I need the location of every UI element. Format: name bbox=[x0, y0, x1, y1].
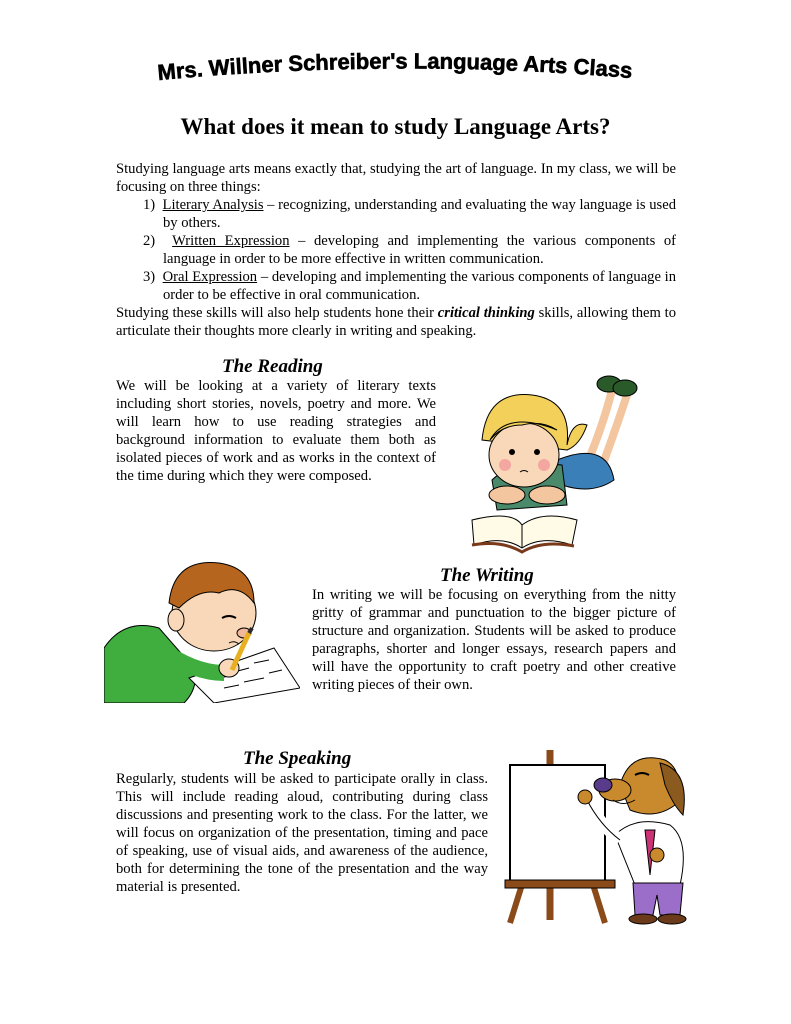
critical-thinking-emphasis: critical thinking bbox=[437, 305, 535, 321]
closing-text-after: skills, allowing them to articulate their thoughts more clearly in writing and speaking. bbox=[116, 305, 677, 339]
speaking-paragraph: Regularly, students will be asked to participate orally in class. This will include reading aloud, contributing during class discussions and presenting work to the class. For the latter, we will focus on organization of the presentation, timing and pace of speaking, use of visual aids, and awareness of the audience, both for determining the tone of the presentation and the way material is presented. bbox=[116, 771, 488, 895]
banner-title: Mrs. Willner Schreiber's Language Arts Class bbox=[156, 48, 634, 86]
intro-closing bbox=[116, 304, 676, 340]
list-item bbox=[143, 268, 677, 304]
list-item-number: 1) bbox=[143, 197, 156, 213]
writing-heading: The Writing bbox=[440, 565, 534, 586]
reading-paragraph: We will be looking at a variety of literary texts including short stories, novels, poetry and more. We will learn how to use reading strategies and background information to evaluate them both as isolated pieces of work and as works in the context of the time during which they were composed. bbox=[116, 378, 436, 484]
list-item-description: – developing and implementing the various components of language in order to be effective in oral communication. bbox=[163, 269, 677, 303]
girl-reading-illustration bbox=[462, 370, 642, 555]
focus-list bbox=[116, 196, 676, 304]
banner-heading bbox=[150, 40, 640, 90]
speaking-heading: The Speaking bbox=[243, 748, 352, 769]
intro-lead: Studying language arts means exactly that, studying the art of language. In my class, we will be focusing on three things: bbox=[116, 161, 676, 195]
list-item-term: Literary Analysis bbox=[162, 197, 264, 213]
reading-heading: The Reading bbox=[222, 356, 323, 377]
banner-title-graphic bbox=[150, 40, 640, 90]
list-item bbox=[143, 196, 677, 232]
boy-writing-illustration bbox=[104, 548, 300, 703]
intro-section bbox=[116, 160, 676, 340]
page-title: What does it mean to study Language Arts? bbox=[180, 114, 611, 139]
list-item-description: – developing and implementing the various components of language in order to be more effective in written communication. bbox=[163, 233, 676, 267]
list-item-term: Written Expression bbox=[172, 233, 290, 249]
dog-presenting-illustration bbox=[495, 745, 695, 925]
list-item bbox=[143, 232, 676, 268]
list-item-number: 2) bbox=[143, 233, 156, 249]
writing-paragraph: In writing we will be focusing on everything from the nitty gritty of grammar and punctuation to the bigger picture of structure and organization. Students will be asked to produce paragraphs, shorter and longer essays, research papers and will have the opportunity to craft poetry and other creative writing pieces of their own. bbox=[312, 587, 676, 693]
list-item-description: – recognizing, understanding and evaluating the way language is used by others. bbox=[163, 197, 677, 231]
list-item-number: 3) bbox=[143, 269, 156, 285]
list-item-term: Oral Expression bbox=[162, 269, 258, 285]
closing-text-before: Studying these skills will also help students hone their bbox=[116, 305, 438, 321]
svg-text:Mrs. Willner Schreiber's Langu bbox=[156, 48, 633, 85]
